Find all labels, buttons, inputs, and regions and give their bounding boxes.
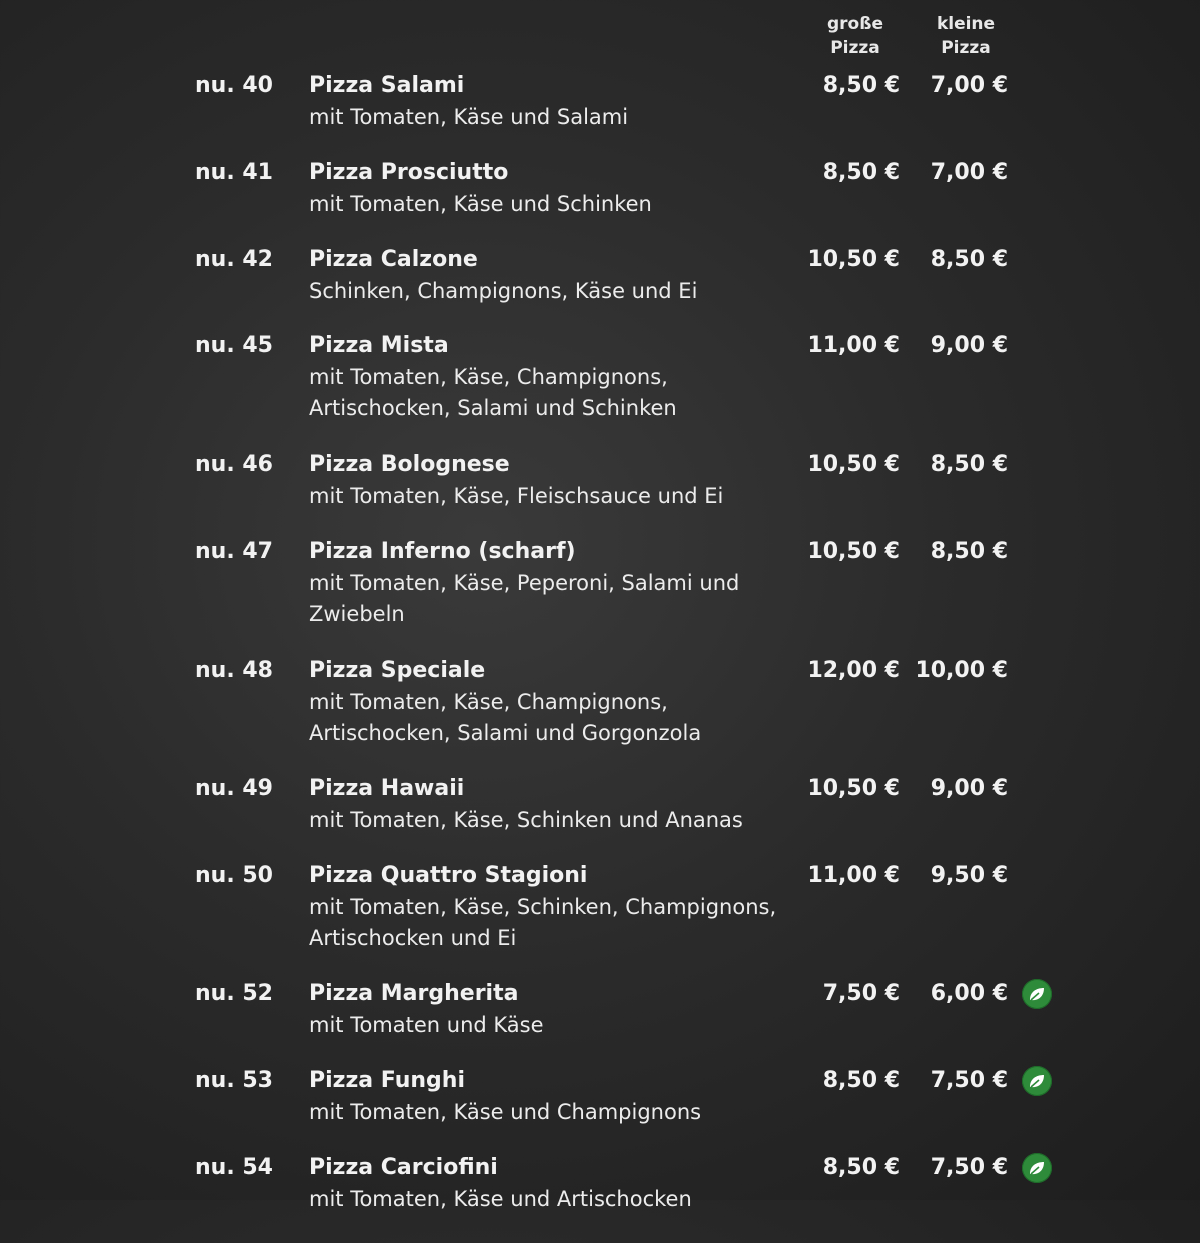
item-description: mit Tomaten, Käse und Schinken (309, 192, 652, 216)
menu-item (0, 774, 1200, 864)
column-header-grosse-pizza (810, 12, 900, 60)
price-kleine: 9,00 € (930, 776, 1008, 801)
menu-item (0, 656, 1200, 746)
menu-item (0, 245, 1200, 335)
column-header-kleine-line1: kleine (936, 14, 996, 34)
price-grosse: 11,00 € (807, 333, 900, 358)
price-grosse: 12,00 € (807, 658, 900, 683)
item-number: nu. 49 (195, 776, 273, 801)
item-description: mit Tomaten, Käse, Schinken, Champignons, Artischocken und Ei (309, 895, 777, 950)
item-number: nu. 48 (195, 658, 273, 683)
menu-item (0, 331, 1200, 421)
vegetarian-leaf-icon (1022, 1066, 1052, 1096)
item-name: Pizza Quattro Stagioni (309, 863, 588, 888)
item-number: nu. 53 (195, 1068, 273, 1093)
item-description: mit Tomaten, Käse, Fleischsauce und Ei (309, 484, 724, 508)
price-grosse: 7,50 € (822, 981, 900, 1006)
price-kleine: 8,50 € (930, 247, 1008, 272)
vegetarian-leaf-icon (1022, 979, 1052, 1009)
vegetarian-leaf-icon (1022, 1153, 1052, 1183)
item-description: mit Tomaten, Käse und Salami (309, 105, 629, 129)
menu-item (0, 537, 1200, 627)
menu-item (0, 1153, 1200, 1243)
item-description: mit Tomaten, Käse und Champignons (309, 1100, 702, 1124)
item-name: Pizza Inferno (scharf) (309, 539, 576, 564)
price-kleine: 8,50 € (930, 539, 1008, 564)
menu-item (0, 158, 1200, 248)
column-header-grosse-line2: Pizza (830, 38, 880, 58)
item-description: mit Tomaten, Käse, Schinken und Ananas (309, 808, 743, 832)
price-kleine: 9,50 € (930, 863, 1008, 888)
item-name: Pizza Prosciutto (309, 160, 509, 185)
item-number: nu. 41 (195, 160, 273, 185)
price-grosse: 8,50 € (822, 1068, 900, 1093)
price-kleine: 7,00 € (930, 73, 1008, 98)
menu-item (0, 861, 1200, 951)
item-name: Pizza Funghi (309, 1068, 465, 1093)
price-kleine: 9,00 € (930, 333, 1008, 358)
item-description: mit Tomaten, Käse und Artischocken (309, 1187, 692, 1211)
price-grosse: 11,00 € (807, 863, 900, 888)
price-grosse: 8,50 € (822, 160, 900, 185)
item-description: mit Tomaten, Käse, Peperoni, Salami und Zwiebeln (309, 571, 740, 626)
price-kleine: 6,00 € (930, 981, 1008, 1006)
price-grosse: 10,50 € (807, 776, 900, 801)
price-grosse: 10,50 € (807, 539, 900, 564)
menu-item (0, 1066, 1200, 1156)
price-grosse: 10,50 € (807, 452, 900, 477)
price-grosse: 8,50 € (822, 73, 900, 98)
item-description: mit Tomaten, Käse, Champignons, Artischocken, Salami und Gorgonzola (309, 690, 702, 745)
item-name: Pizza Speciale (309, 658, 486, 683)
item-number: nu. 46 (195, 452, 273, 477)
menu-item (0, 450, 1200, 540)
price-grosse: 8,50 € (822, 1155, 900, 1180)
price-kleine: 8,50 € (930, 452, 1008, 477)
column-header-kleine-line2: Pizza (941, 38, 991, 58)
item-description: Schinken, Champignons, Käse und Ei (309, 279, 698, 303)
item-number: nu. 42 (195, 247, 273, 272)
column-header-kleine-pizza (921, 12, 1011, 60)
price-kleine: 7,50 € (930, 1068, 1008, 1093)
item-name: Pizza Bolognese (309, 452, 510, 477)
item-name: Pizza Calzone (309, 247, 478, 272)
item-number: nu. 52 (195, 981, 273, 1006)
item-name: Pizza Carciofini (309, 1155, 498, 1180)
menu-item (0, 979, 1200, 1069)
price-kleine: 7,50 € (930, 1155, 1008, 1180)
price-kleine: 10,00 € (915, 658, 1008, 683)
column-header-grosse-line1: große (827, 14, 883, 34)
item-name: Pizza Mista (309, 333, 449, 358)
item-number: nu. 54 (195, 1155, 273, 1180)
item-number: nu. 40 (195, 73, 273, 98)
item-name: Pizza Hawaii (309, 776, 465, 801)
item-number: nu. 45 (195, 333, 273, 358)
item-name: Pizza Salami (309, 73, 465, 98)
price-kleine: 7,00 € (930, 160, 1008, 185)
item-number: nu. 50 (195, 863, 273, 888)
item-name: Pizza Margherita (309, 981, 519, 1006)
price-grosse: 10,50 € (807, 247, 900, 272)
menu-item (0, 71, 1200, 161)
item-description: mit Tomaten, Käse, Champignons, Artischocken, Salami und Schinken (309, 365, 677, 420)
item-description: mit Tomaten und Käse (309, 1013, 544, 1037)
item-number: nu. 47 (195, 539, 273, 564)
